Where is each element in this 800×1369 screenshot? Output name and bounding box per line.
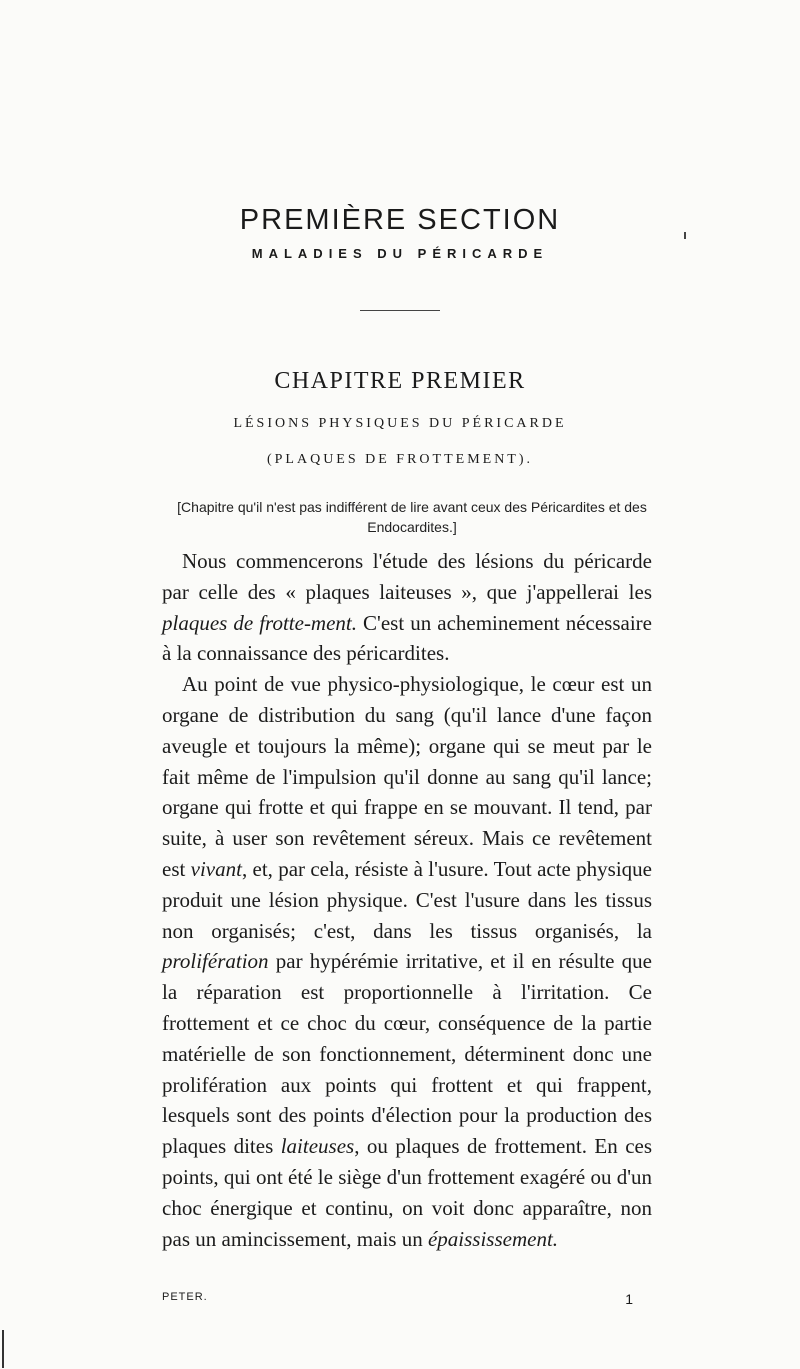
body-text	[162, 546, 652, 1254]
divider-rule	[360, 310, 440, 311]
paragraph-text: , ou plaques de frottement. En ces points, qui ont été le siège d'un frottement exagéré ou d'un choc énergique et continu, on voit donc apparaître, non pas un amincissement, mais un	[162, 1134, 653, 1251]
chapter-subtitle-parenthetical: (PLAQUES DE FROTTEMENT).	[266, 452, 534, 467]
italic-term: laiteuses	[280, 1134, 355, 1159]
italic-term: plaques de frotte-ment.	[162, 610, 358, 635]
paragraph-text: C'est un acheminement nécessaire à la connaissance des péricardites.	[162, 610, 652, 666]
paragraph-text: par hypérémie irritative, et il en résulte que la réparation est proportionnelle à l'irritation. Ce frottement et ce choc du cœur, conséquence de la partie matérielle de son fonctionnement, déterminent donc une prolifération aux points qui frottent et qui frappent, lesquels sont des points d'élection pour la production des plaques dites	[162, 949, 652, 1159]
section-title: PREMIÈRE SECTION	[239, 204, 561, 236]
paragraph-text: Nous commencerons l'étude des lésions du péricarde par celle des « plaques laiteuses », que j'appellerai les	[162, 549, 652, 604]
footer-signature: PETER.	[162, 1291, 208, 1303]
binding-edge-mark	[2, 1330, 4, 1368]
paragraph-text: Au point de vue physico-physiologique, le cœur est un organe de distribution du sang (qu'il lance d'une façon aveugle et toujours la même); organe qui se meut par le fait même de l'impulsion qu'il donne au sang qu'il lance; organe qui frotte et qui frappe en se mouvant. Il tend, par suite, à user son revêtement séreux. Mais ce revêtement est	[162, 672, 652, 881]
chapter-subtitle: LÉSIONS PHYSIQUES DU PÉRICARDE	[233, 416, 567, 431]
italic-term: prolifération	[162, 949, 269, 974]
paragraph-2	[162, 669, 652, 1254]
paragraph-text: , et, par cela, résiste à l'usure. Tout acte physique produit une lésion physique. C'est l'usure dans les tissus non organisés; c'est, dans les tissus organisés, la	[162, 856, 653, 943]
section-subtitle: MALADIES DU PÉRICARDE	[251, 246, 549, 261]
italic-term: vivant	[190, 856, 242, 881]
page-footer	[162, 1291, 634, 1311]
chapter-title: CHAPITRE PREMIER	[274, 368, 526, 394]
italic-term: épaississement.	[427, 1226, 559, 1251]
paragraph-1	[162, 546, 652, 669]
chapter-note: [Chapitre qu'il n'est pas indifférent de lire avant ceux des Péricardites et des Endocardites.]	[177, 499, 647, 535]
page-number: 1	[625, 1291, 634, 1307]
